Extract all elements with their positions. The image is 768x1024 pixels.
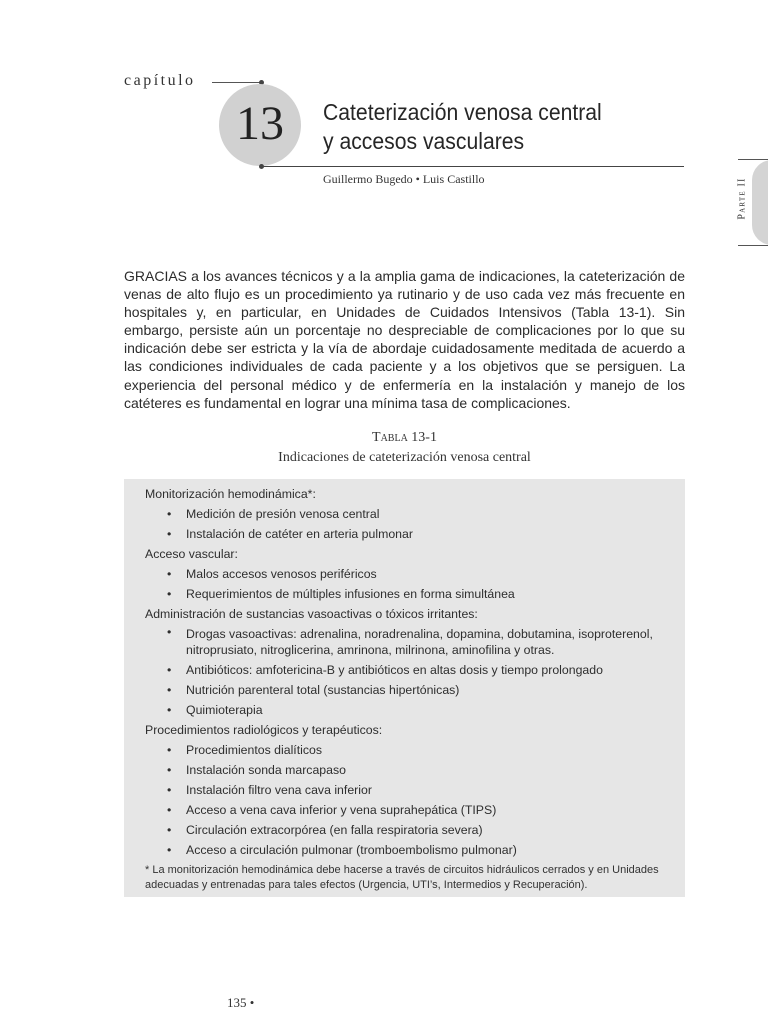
page-number: 135 • (227, 995, 255, 1010)
bullet: • (167, 823, 172, 837)
chapter-title-line-1: Cateterización venosa central (323, 99, 602, 125)
list-item-text: Acceso a vena cava inferior y vena suprahepática (TIPS) (186, 803, 497, 817)
bullet: • (167, 703, 172, 717)
bullet: • (167, 683, 172, 697)
list-item (145, 760, 675, 780)
list-item (145, 504, 675, 524)
section-heading-vascular-access: Acceso vascular: (145, 547, 238, 561)
table-caption: Indicaciones de cateterización venosa central (278, 450, 531, 465)
list-item-text: Requerimientos de múltiples infusiones en forma simultánea (186, 587, 515, 601)
section-heading-monitoring: Monitorización hemodinámica*: (145, 487, 316, 501)
part-tab-rule-bottom (738, 245, 768, 246)
list-item (145, 820, 675, 840)
list-item-text: Drogas vasoactivas: adrenalina, noradrenalina, dopamina, dobutamina, isoproterenol, nitroprusiato, nitroglicerina, amrinona, milrinona, aminofilina y otras. (186, 627, 653, 657)
part-tab (752, 160, 768, 245)
bullet: • (167, 625, 172, 639)
list-item (145, 680, 675, 700)
table-label: Tabla 13-1 (372, 430, 437, 445)
list-item-text: Instalación filtro vena cava inferior (186, 783, 372, 797)
chapter-label: capítulo (124, 72, 196, 89)
list-item-text: Acceso a circulación pulmonar (tromboembolismo pulmonar) (186, 843, 517, 857)
list-item (145, 780, 675, 800)
list-item-text: Medición de presión venosa central (186, 507, 380, 521)
list-item (145, 840, 675, 860)
bullet: • (167, 663, 172, 677)
chapter-authors: Guillermo Bugedo • Luis Castillo (323, 172, 485, 186)
list-item (145, 624, 675, 660)
list-item-text: Quimioterapia (186, 703, 263, 717)
list-item-text: Procedimientos dialíticos (186, 743, 323, 757)
table-body (145, 484, 675, 860)
list-item (145, 800, 675, 820)
bullet: • (167, 507, 172, 521)
bullet: • (167, 743, 172, 757)
intro-lead-word: GRACIAS (124, 268, 188, 284)
header-rule-top (212, 82, 262, 83)
bullet: • (167, 587, 172, 601)
bullet: • (167, 567, 172, 581)
intro-text: a los avances técnicos y a la amplia gama de indicaciones, la cateterización de venas de alto flujo es un procedimiento ya rutinario y de uso cada vez más frecuente en hospitales y, en particular, en Unidades de Cuidados Intensivos (Tabla 13-1). Sin embargo, persiste aún un porcentaje no despreciable de complicaciones por lo que su indicación debe ser estricta y la vía de abordaje cuidadosamente meditada de acuerdo a las condiciones individuales de cada paciente y a los objetivos que se persiguen. La experiencia del personal médico y de enfermería en la instalación y manejo de los catéteres es fundamental en lograr una mínima tasa de complicaciones. (124, 268, 685, 411)
part-label: Parte II (736, 177, 748, 220)
chapter-title-line-2: y accesos vasculares (323, 128, 525, 154)
bullet: • (167, 783, 172, 797)
part-tab-rule-top (738, 159, 768, 160)
list-item (145, 700, 675, 720)
bullet: • (167, 527, 172, 541)
chapter-number: 13 (236, 97, 284, 150)
intro-paragraph (124, 267, 685, 412)
list-item-text: Instalación de catéter en arteria pulmonar (186, 527, 413, 541)
section-heading-procedures: Procedimientos radiológicos y terapéuticos: (145, 723, 383, 737)
list-item-text: Antibióticos: amfotericina-B y antibióticos en altas dosis y tiempo prolongado (186, 663, 603, 677)
section-heading-vasoactive: Administración de sustancias vasoactivas o tóxicos irritantes: (145, 607, 478, 621)
bullet: • (167, 763, 172, 777)
bullet: • (167, 803, 172, 817)
list-item-text: Nutrición parenteral total (sustancias hipertónicas) (186, 683, 460, 697)
list-item-text: Malos accesos venosos periféricos (186, 567, 377, 581)
chapter-title (323, 98, 654, 156)
title-rule (262, 166, 684, 167)
list-item (145, 524, 675, 544)
list-item (145, 564, 675, 584)
list-item (145, 740, 675, 760)
list-item-text: Circulación extracorpórea (en falla respiratoria severa) (186, 823, 483, 837)
list-item (145, 584, 675, 604)
indications-table (124, 479, 685, 897)
table-footnote: * La monitorización hemodinámica debe hacerse a través de circuitos hidráulicos cerrados y en Unidades adecuadas y entrenadas para tales efectos (Urgencia, UTI’s, Intermedios y Recuperación). (145, 864, 659, 891)
bullet: • (167, 843, 172, 857)
list-item (145, 660, 675, 680)
list-item-text: Instalación sonda marcapaso (186, 763, 346, 777)
